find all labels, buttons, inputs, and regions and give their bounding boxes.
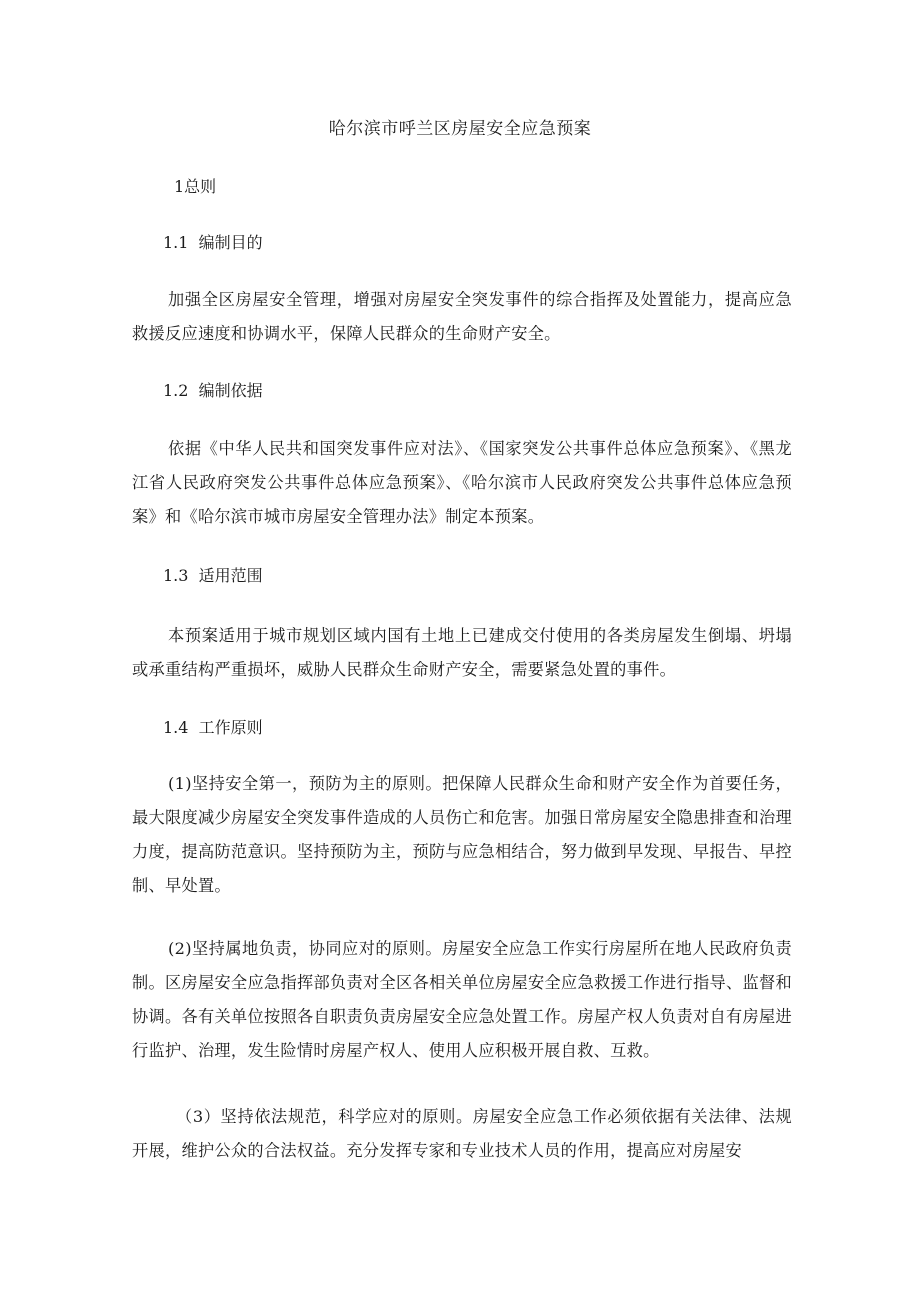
subsection-heading-1-4 [163, 717, 263, 739]
document-title: 哈尔滨市呼兰区房屋安全应急预案 [328, 119, 592, 139]
paragraph-principle-3: （3）坚持依法规范，科学应对的原则。房屋安全应急工作必须依据有关法律、法规开展，维护公众的合法权益。充分发挥专家和专业技术人员的作用，提高应对房屋安 [132, 1107, 792, 1160]
subsection-number: 1.1 [163, 233, 189, 252]
paragraph-principle-2: (2)坚持属地负责，协同应对的原则。房屋安全应急工作实行房屋所在地人民政府负责制。区房屋安全应急指挥部负责对全区各相关单位房屋安全应急救援工作进行指导、监督和协调。各有关单位按照各自职责负责房屋安全应急处置工作。房屋产权人负责对自有房屋进行监护、治理，发生险情时房屋产权人、使用人应积极开展自救、互救。 [132, 939, 792, 1060]
subsection-title: 编制依据 [198, 381, 263, 400]
section-heading-general: 1总则 [174, 177, 217, 196]
subsection-number: 1.4 [163, 718, 189, 737]
paragraph-scope: 本预案适用于城市规划区域内国有土地上已建成交付使用的各类房屋发生倒塌、坍塌或承重结构严重损坏，威胁人民群众生命财产安全，需要紧急处置的事件。 [132, 626, 792, 679]
subsection-title: 编制目的 [198, 233, 263, 252]
paragraph-basis: 依据《中华人民共和国突发事件应对法》、《国家突发公共事件总体应急预案》、《黑龙江省人民政府突发公共事件总体应急预案》、《哈尔滨市人民政府突发公共事件总体应急预案》和《哈尔滨市城市房屋安全管理办法》制定本预案。 [132, 439, 792, 526]
subsection-number: 1.2 [163, 381, 189, 400]
paragraph-principle-1: (1)坚持安全第一，预防为主的原则。把保障人民群众生命和财产安全作为首要任务，最大限度减少房屋安全突发事件造成的人员伤亡和危害。加强日常房屋安全隐患排查和治理力度，提高防范意识。坚持预防为主，预防与应急相结合，努力做到早发现、早报告、早控制、早处置。 [132, 774, 792, 895]
paragraph-purpose: 加强全区房屋安全管理，增强对房屋安全突发事件的综合指挥及处置能力，提高应急救援反应速度和协调水平，保障人民群众的生命财产安全。 [132, 290, 792, 343]
subsection-title: 工作原则 [198, 718, 263, 737]
subsection-heading-1-1 [163, 232, 263, 254]
subsection-title: 适用范围 [198, 566, 263, 585]
subsection-heading-1-2 [163, 380, 263, 402]
subsection-heading-1-3 [163, 565, 263, 587]
subsection-number: 1.3 [163, 566, 189, 585]
